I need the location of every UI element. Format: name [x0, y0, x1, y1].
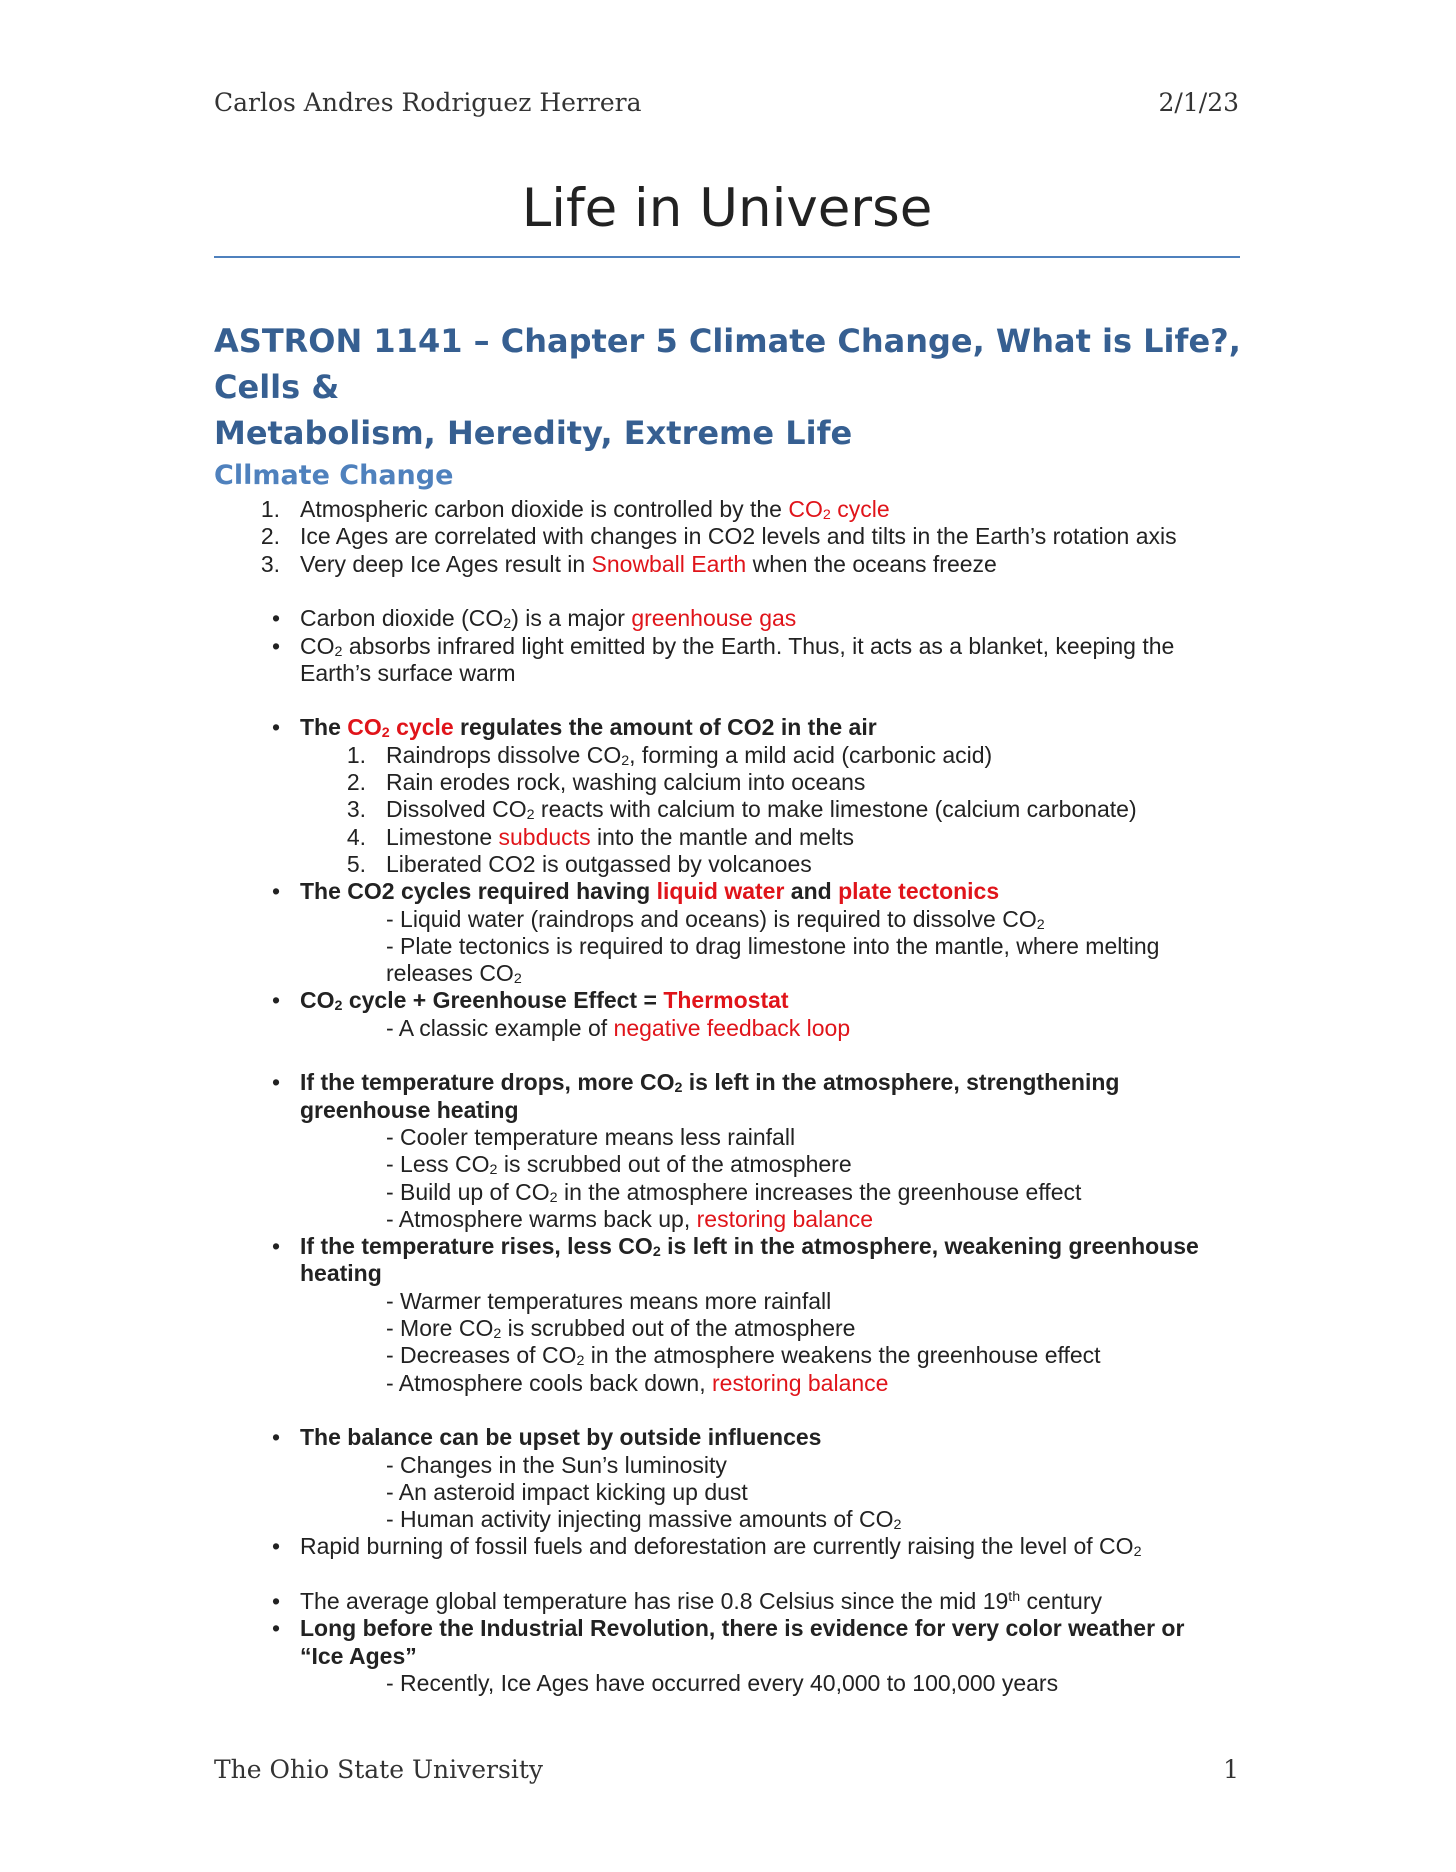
- bullet-marker: •: [271, 1233, 280, 1260]
- text-run: If the temperature rises, less $CO_2$ is left in the atmosphere, weakening greenhouse: [300, 1233, 1199, 1261]
- list-item-text: [300, 523, 1177, 550]
- text-run: The CO2 cycles required having: [300, 878, 657, 905]
- bullet-marker: •: [271, 1069, 280, 1096]
- list-number: 3.: [260, 550, 280, 577]
- text-run: Rapid burning of fossil fuels and deforestation are currently raising the level of $CO_2$: [300, 1533, 1142, 1561]
- footer-institution: The Ohio State University: [214, 1755, 544, 1784]
- text-run: when the oceans freeze: [746, 550, 997, 577]
- list-item-text: [300, 1069, 1119, 1096]
- list-number: 2.: [346, 769, 366, 795]
- list-item-text: [386, 1151, 852, 1178]
- text-run: Limestone: [386, 823, 499, 850]
- header-author: Carlos Andres Rodriguez Herrera: [214, 88, 642, 117]
- bullet-marker: •: [271, 1615, 280, 1642]
- text-run: - Human activity injecting massive amounts of $CO_2$: [386, 1506, 902, 1534]
- list-item-text: [386, 824, 854, 851]
- list-item-text: [386, 851, 812, 878]
- list-item-text: [386, 1315, 855, 1342]
- bullet-marker: •: [271, 1424, 280, 1451]
- title-underline: [214, 256, 1240, 258]
- bullet-marker: •: [271, 714, 280, 741]
- text-run: Earth’s surface warm: [300, 659, 516, 686]
- text-run: Rain erodes rock, washing calcium into oceans: [386, 769, 866, 795]
- list-item-text: [300, 605, 796, 632]
- list-item-text: [300, 1097, 519, 1124]
- text-run: - More $CO_2$ is scrubbed out of the atmosphere: [386, 1315, 856, 1343]
- list-item-text: [300, 633, 1174, 660]
- list-item-text: [386, 1288, 831, 1315]
- footer-page-number: 1: [1223, 1755, 1239, 1784]
- list-item-text: [300, 1424, 821, 1451]
- text-run: - Cooler temperature means less rainfall: [386, 1123, 796, 1150]
- list-item-text: [300, 714, 877, 741]
- text-run: $CO_2$ absorbs infrared light emitted by the Earth. Thus, it acts as a blanket, keeping the: [300, 632, 1175, 660]
- list-item-text: [300, 1643, 417, 1670]
- list-number: 5.: [346, 850, 366, 877]
- document-title: Life in Universe: [521, 178, 933, 239]
- list-item-text: [300, 1233, 1199, 1260]
- list-item-text: [386, 1670, 1058, 1697]
- list-item-text: [386, 1206, 873, 1233]
- list-item-text: [300, 1533, 1142, 1560]
- highlighted-term: $CO_2$ cycle: [788, 496, 890, 524]
- list-item-text: [300, 551, 997, 578]
- list-item-text: [386, 1342, 1101, 1369]
- list-number: 3.: [346, 796, 366, 823]
- text-run: The: [300, 714, 348, 741]
- list-item-text: [300, 1588, 1102, 1615]
- highlighted-term: $CO_2$ cycle: [347, 714, 454, 742]
- highlighted-term: Thermostat: [663, 987, 789, 1014]
- text-run: - Recently, Ice Ages have occurred every 40,000 to 100,000 years: [386, 1669, 1059, 1696]
- list-item-text: [386, 742, 992, 769]
- text-run: greenhouse heating: [300, 1096, 519, 1123]
- header-date: 2/1/23: [1158, 88, 1239, 117]
- chapter-heading-line: ASTRON 1141 – Chapter 5 Climate Change, What is Life?, Cells &: [214, 322, 1241, 406]
- text-run: into the mantle and melts: [590, 823, 854, 850]
- text-run: regulates the amount of CO2 in the air: [453, 714, 877, 741]
- text-run: Raindrops dissolve $CO_2$, forming a mild acid (carbonic acid): [386, 741, 993, 769]
- bullet-marker: •: [271, 605, 280, 632]
- text-run: If the temperature drops, more $CO_2$ is left in the atmosphere, strengthening: [300, 1069, 1120, 1097]
- text-run: releases $CO_2$: [386, 960, 522, 988]
- bullet-marker: •: [271, 1533, 280, 1560]
- list-item-text: [386, 1370, 888, 1397]
- text-run: $CO_2$ cycle + Greenhouse Effect =: [300, 987, 664, 1015]
- text-run: Liberated CO2 is outgassed by volcanoes: [386, 850, 812, 877]
- highlighted-term: negative feedback loop: [613, 1014, 851, 1041]
- highlighted-term: subducts: [498, 823, 591, 850]
- text-run: Ice Ages are correlated with changes in CO2 levels and tilts in the Earth’s rotation axis: [300, 523, 1177, 550]
- text-run: - Atmosphere cools back down,: [386, 1369, 712, 1396]
- bullet-marker: •: [271, 632, 280, 659]
- list-item-text: [386, 1506, 901, 1533]
- text-run: century: [1020, 1588, 1102, 1614]
- text-run: Dissolved $CO_2$ reacts with calcium to make limestone (calcium carbonate): [386, 796, 1137, 824]
- chapter-heading-line: Metabolism, Heredity, Extreme Life: [214, 414, 853, 452]
- list-item-text: [386, 1179, 1081, 1206]
- list-item-text: [386, 933, 1159, 960]
- list-number: 1.: [260, 496, 280, 522]
- text-run: - Atmosphere warms back up,: [386, 1205, 697, 1232]
- bullet-marker: •: [271, 1588, 280, 1614]
- text-run: - Plate tectonics is required to drag limestone into the mantle, where melting: [386, 932, 1160, 959]
- list-item-text: [300, 1260, 382, 1287]
- section-heading: Cllmate Change: [214, 460, 454, 491]
- highlighted-term: plate tectonics: [838, 878, 1000, 905]
- list-item-text: [386, 960, 522, 987]
- text-run: heating: [300, 1260, 382, 1287]
- highlighted-term: Snowball Earth: [591, 550, 747, 577]
- list-item-text: [386, 1124, 795, 1151]
- text-run: and: [784, 878, 839, 905]
- list-item-text: [300, 496, 890, 523]
- text-run: th: [1008, 1589, 1021, 1606]
- text-run: - Build up of $CO_2$ in the atmosphere increases the greenhouse effect: [386, 1178, 1082, 1206]
- list-number: 2.: [260, 523, 280, 550]
- list-item-text: [386, 796, 1137, 823]
- text-run: Long before the Industrial Revolution, there is evidence for very color weather or: [300, 1615, 1185, 1642]
- bullet-marker: •: [271, 987, 280, 1014]
- text-run: - Decreases of $CO_2$ in the atmosphere weakens the greenhouse effect: [386, 1342, 1101, 1370]
- list-item-text: [300, 878, 999, 905]
- text-run: - Liquid water (raindrops and oceans) is required to dissolve $CO_2$: [386, 905, 1045, 933]
- bullet-marker: •: [271, 878, 280, 905]
- list-item-text: [300, 660, 516, 687]
- list-number: 1.: [346, 741, 366, 768]
- list-item-text: [386, 1452, 727, 1479]
- highlighted-term: liquid water: [656, 878, 785, 905]
- text-run: Carbon dioxide $(CO_2)$ is a major: [300, 605, 632, 633]
- text-run: “Ice Ages”: [300, 1642, 417, 1669]
- list-item-text: [386, 906, 1045, 933]
- highlighted-term: restoring balance: [712, 1369, 889, 1396]
- text-run: - Less $CO_2$ is scrubbed out of the atmosphere: [386, 1151, 852, 1179]
- list-item-text: [300, 987, 789, 1014]
- text-run: Atmospheric carbon dioxide is controlled by the: [300, 496, 789, 522]
- text-run: - A classic example of: [386, 1014, 614, 1041]
- text-run: The average global temperature has rise 0.8 Celsius since the mid 19: [300, 1588, 1009, 1614]
- text-run: Very deep Ice Ages result in: [300, 550, 592, 577]
- highlighted-term: greenhouse gas: [631, 605, 797, 632]
- chapter-heading: [214, 318, 1254, 456]
- list-item-text: [386, 1479, 748, 1506]
- text-run: - An asteroid impact kicking up dust: [386, 1478, 748, 1505]
- highlighted-term: restoring balance: [696, 1205, 874, 1232]
- text-run: - Changes in the Sun’s luminosity: [386, 1451, 727, 1478]
- list-item-text: [386, 769, 865, 796]
- text-run: The balance can be upset by outside influences: [300, 1424, 822, 1451]
- list-item-text: [386, 1015, 850, 1042]
- list-number: 4.: [346, 823, 366, 850]
- list-item-text: [300, 1615, 1184, 1642]
- text-run: - Warmer temperatures means more rainfall: [386, 1287, 832, 1314]
